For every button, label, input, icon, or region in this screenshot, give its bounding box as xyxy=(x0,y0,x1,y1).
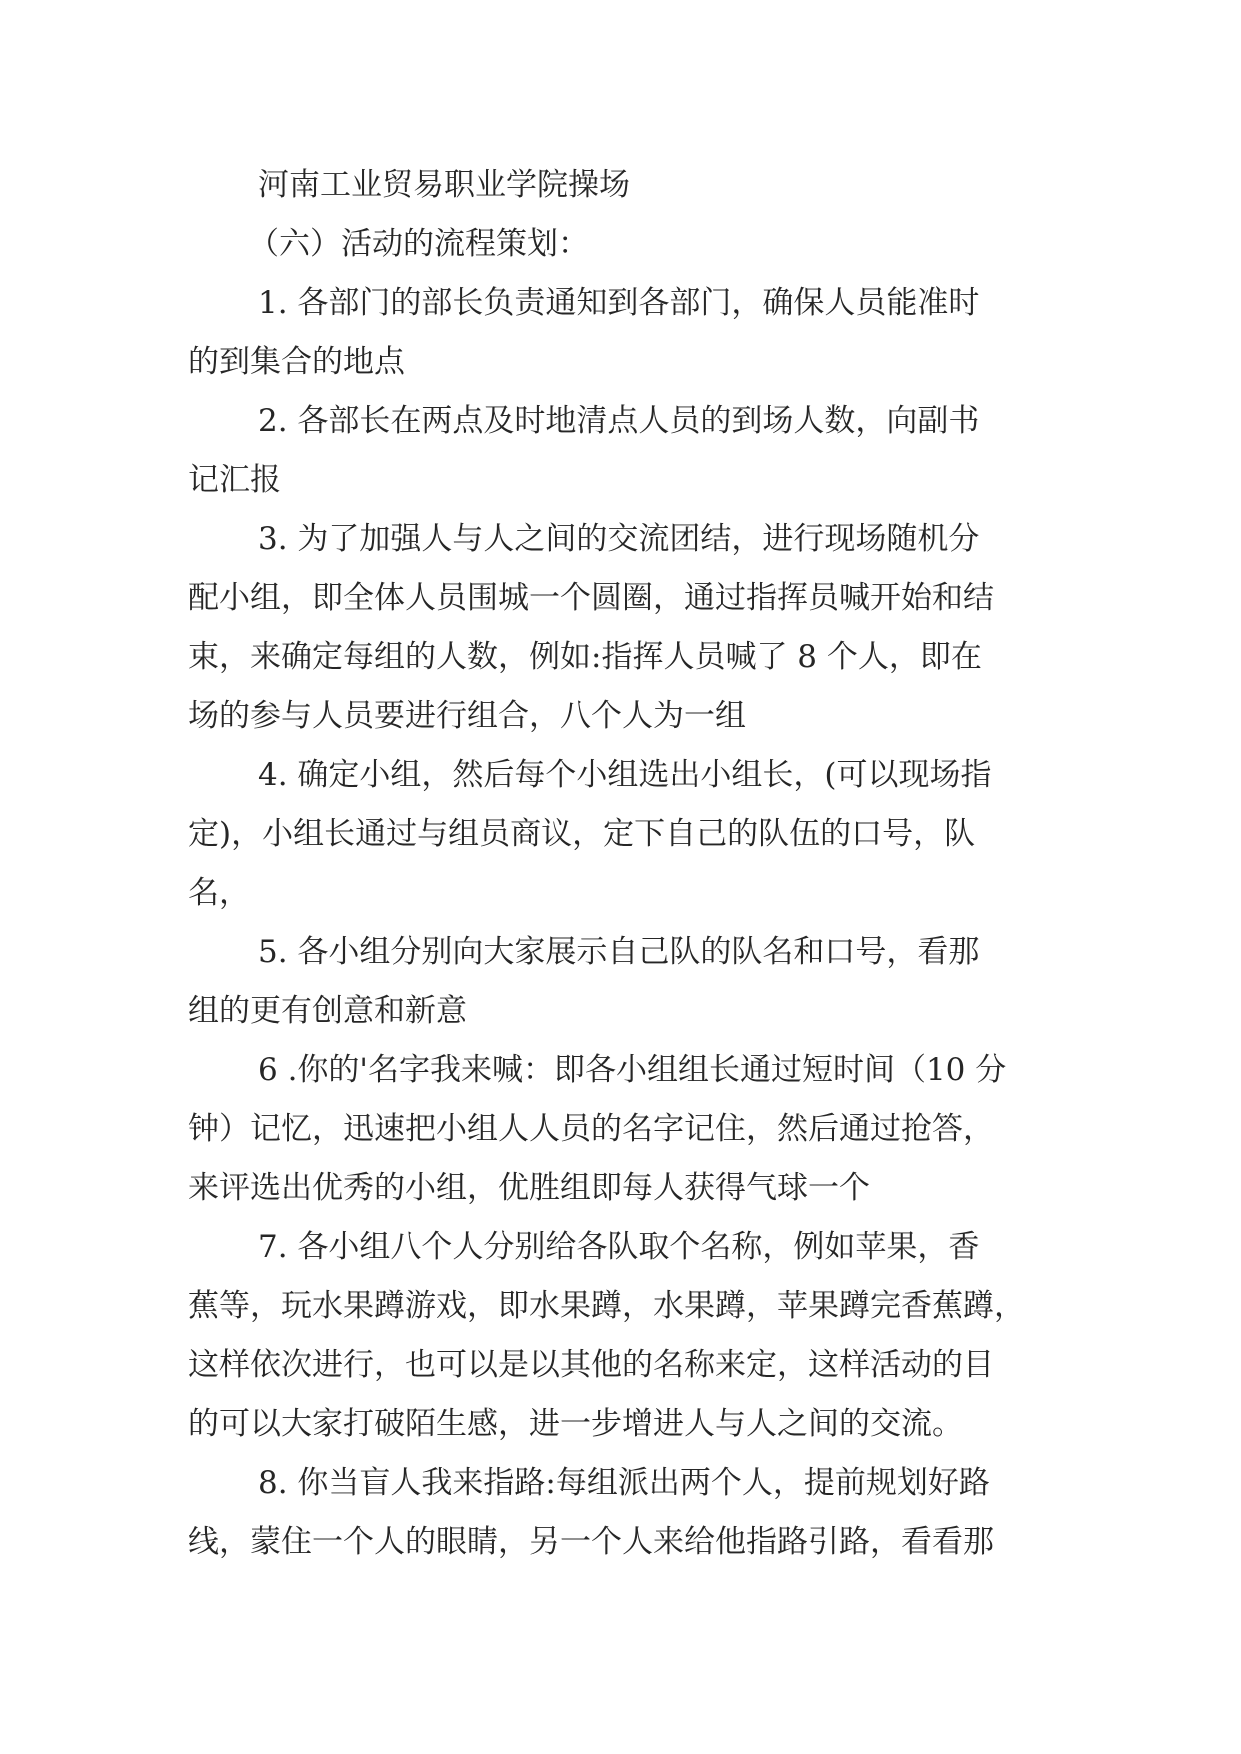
list-item-7-line-2: 蕉等，玩水果蹲游戏，即水果蹲，水果蹲，苹果蹲完香蕉蹲， xyxy=(188,1288,1025,1324)
list-item-5-line-1: 5. 各小组分别向大家展示自己队的队名和口号，看那 xyxy=(258,934,980,970)
list-item-7-line-1: 7. 各小组八个人分别给各队取个名称，例如苹果，香 xyxy=(258,1229,980,1265)
section-heading: （六）活动的流程策划： xyxy=(248,226,589,262)
list-item-3-line-1: 3. 为了加强人与人之间的交流团结，进行现场随机分 xyxy=(258,521,980,557)
list-item-2-line-2: 记汇报 xyxy=(188,462,281,498)
list-item-1-line-1: 1. 各部门的部长负责通知到各部门，确保人员能准时 xyxy=(258,285,980,321)
list-item-4-line-3: 名， xyxy=(188,875,250,911)
list-item-3-line-3: 束，来确定每组的人数，例如:指挥人员喊了 8 个人，即在 xyxy=(188,639,982,675)
list-item-4-line-1: 4. 确定小组，然后每个小组选出小组长，(可以现场指 xyxy=(258,757,992,793)
list-item-7-line-3: 这样依次进行，也可以是以其他的名称来定，这样活动的目 xyxy=(188,1347,994,1383)
list-item-7-line-4: 的可以大家打破陌生感，进一步增进人与人之间的交流。 xyxy=(188,1406,963,1442)
list-item-3-line-4: 场的参与人员要进行组合，八个人为一组 xyxy=(188,698,746,734)
list-item-2-line-1: 2. 各部长在两点及时地清点人员的到场人数，向副书 xyxy=(258,403,980,439)
list-item-5-line-2: 组的更有创意和新意 xyxy=(188,993,467,1029)
paragraph-location: 河南工业贸易职业学院操场 xyxy=(258,167,630,203)
list-item-6-line-3: 来评选出优秀的小组，优胜组即每人获得气球一个 xyxy=(188,1170,870,1206)
list-item-1-line-2: 的到集合的地点 xyxy=(188,344,405,380)
list-item-6-line-2: 钟）记忆，迅速把小组人人员的名字记住，然后通过抢答， xyxy=(188,1111,994,1147)
list-item-4-line-2: 定)，小组长通过与组员商议，定下自己的队伍的口号，队 xyxy=(188,816,976,852)
list-item-8-line-2: 线，蒙住一个人的眼睛，另一个人来给他指路引路，看看那 xyxy=(188,1524,994,1560)
list-item-6-line-1: 6 .你的'名字我来喊：即各小组组长通过短时间（10 分 xyxy=(258,1052,1007,1088)
list-item-3-line-2: 配小组，即全体人员围城一个圆圈，通过指挥员喊开始和结 xyxy=(188,580,994,616)
list-item-8-line-1: 8. 你当盲人我来指路:每组派出两个人，提前规划好路 xyxy=(258,1465,990,1501)
